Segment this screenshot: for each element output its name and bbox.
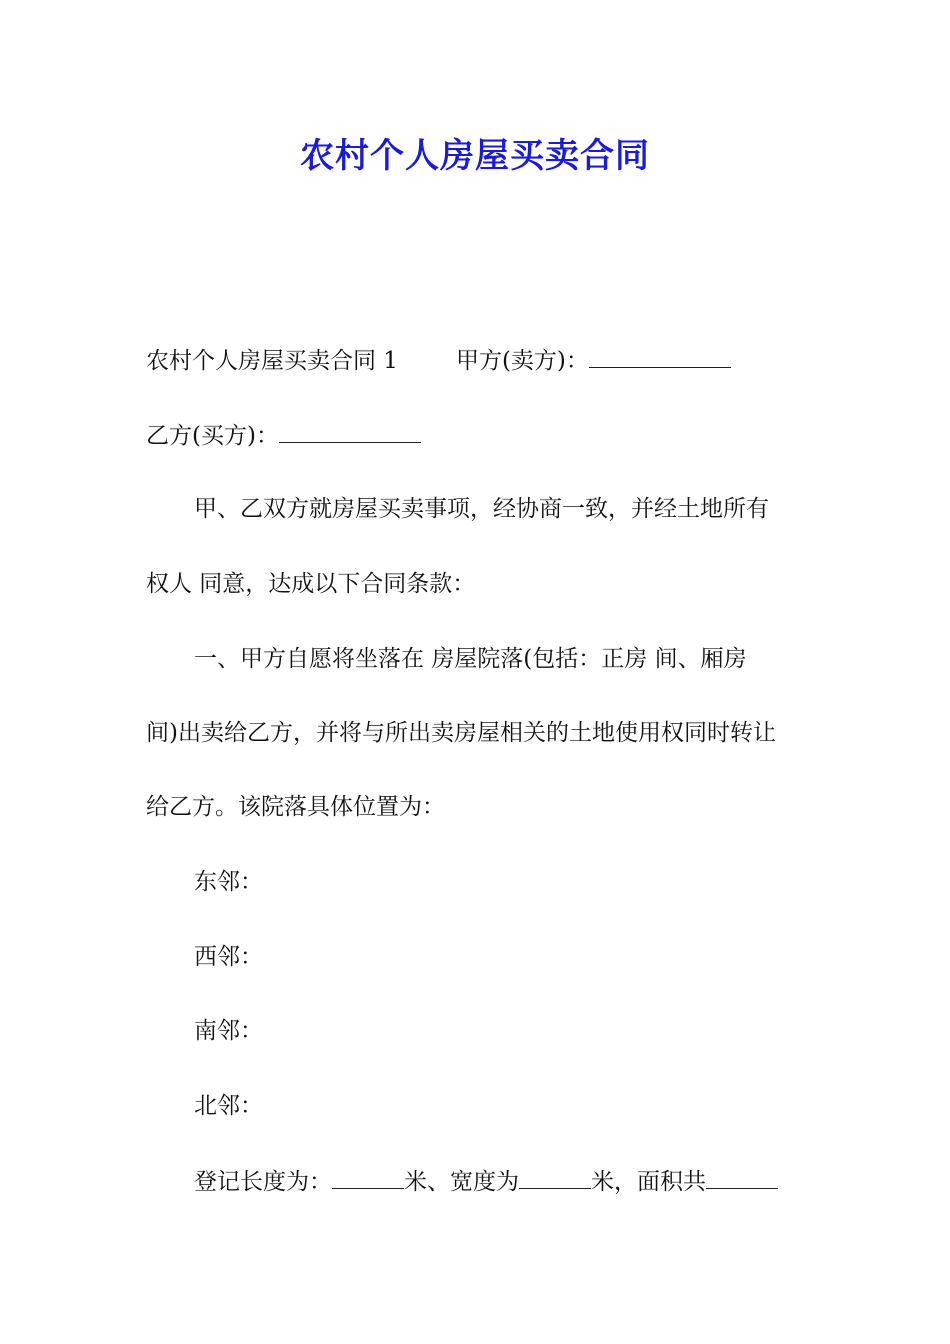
party-b-blank [279,420,421,443]
area-label: 米，面积共 [591,1169,706,1195]
width-blank [519,1166,591,1189]
width-label: 米、宽度为 [404,1169,519,1195]
length-label: 登记长度为： [194,1169,332,1195]
party-b-label: 乙方(买方)： [146,423,279,449]
paragraph-line: 间)出卖给乙方，并将与所出卖房屋相关的土地使用权同时转让 [146,720,776,746]
party-b-line [146,420,421,451]
party-a-blank [589,345,731,368]
length-blank [332,1166,404,1189]
document-title: 农村个人房屋买卖合同 [300,136,650,176]
south-neighbor-label: 南邻： [194,1018,263,1044]
area-blank [706,1166,778,1189]
west-neighbor-label: 西邻： [194,944,263,970]
paragraph-line: 权人 同意，达成以下合同条款： [146,571,476,597]
paragraph-line: 一、甲方自愿将坐落在 房屋院落(包括：正房 间、厢房 [194,646,747,672]
paragraph-line: 给乙方。该院落具体位置为： [146,794,445,820]
contract-heading-line [146,345,731,376]
registration-line [194,1166,778,1197]
north-neighbor-label: 北邻： [194,1093,263,1119]
east-neighbor-label: 东邻： [194,869,263,895]
party-a-label: 甲方(卖方)： [455,348,589,374]
contract-subtitle: 农村个人房屋买卖合同 1 [146,348,398,374]
paragraph-line: 甲、乙双方就房屋买卖事项，经协商一致，并经土地所有 [194,496,769,522]
